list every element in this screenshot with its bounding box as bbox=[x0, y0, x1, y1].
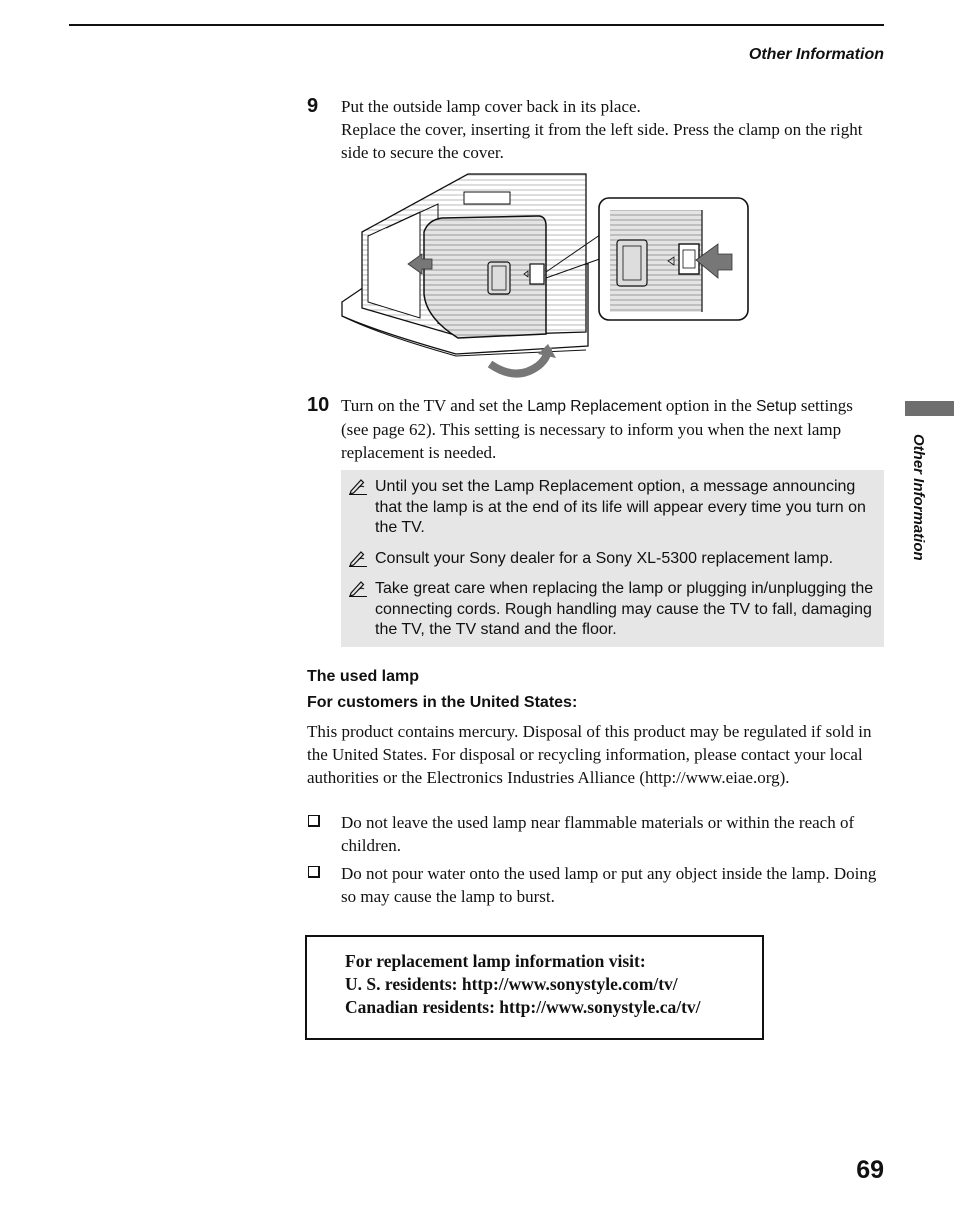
step-10-text-a: Turn on the TV and set the bbox=[341, 396, 528, 415]
note-pencil-icon bbox=[347, 549, 369, 567]
note-text: Until you set the Lamp Replacement option, a message announcing that the lamp is at the end of its life will appear every time you turn on the TV. bbox=[375, 478, 866, 536]
info-heading: For replacement lamp information visit: bbox=[345, 951, 646, 971]
setup-menu-name: Setup bbox=[756, 398, 797, 415]
canadian-residents-url: Canadian residents: http://www.sonystyle.ca/tv/ bbox=[345, 997, 701, 1017]
side-section-label: Other Information bbox=[910, 434, 927, 561]
notes-box bbox=[341, 470, 884, 647]
note-pencil-icon bbox=[347, 579, 369, 597]
note-text: Consult your Sony dealer for a Sony XL-5300 replacement lamp. bbox=[375, 550, 834, 567]
note-item bbox=[347, 549, 877, 570]
section-tab-marker bbox=[905, 401, 954, 416]
lamp-cover-illustration bbox=[338, 168, 754, 384]
replacement-info-box bbox=[305, 935, 764, 1040]
step-text bbox=[341, 95, 884, 164]
step-9-line-2: Replace the cover, inserting it from the left side. Press the clamp on the right side to secure the cover. bbox=[341, 120, 863, 162]
bullet-text: Do not leave the used lamp near flammable materials or within the reach of children. bbox=[341, 813, 855, 855]
bullet-text: Do not pour water onto the used lamp or put any object inside the lamp. Doing so may cause the lamp to burst. bbox=[341, 864, 877, 906]
us-residents-url: U. S. residents: http://www.sonystyle.com/tv/ bbox=[345, 974, 678, 994]
step-number: 9 bbox=[307, 95, 319, 117]
section-header: Other Information bbox=[748, 46, 884, 63]
list-item bbox=[307, 862, 884, 908]
us-customers-heading: For customers in the United States: bbox=[307, 694, 578, 711]
step-10-text-c: settings (see page 62). This setting is necessary to inform you when the next lamp replacement is needed. bbox=[341, 396, 853, 462]
used-lamp-heading: The used lamp bbox=[307, 668, 420, 685]
checkbox-bullet-icon bbox=[308, 866, 320, 878]
step-9-line-1: Put the outside lamp cover back in its place. bbox=[341, 97, 641, 116]
step-10-text-b: option in the bbox=[661, 396, 757, 415]
note-pencil-icon bbox=[347, 477, 369, 495]
mercury-paragraph: This product contains mercury. Disposal of this product may be regulated if sold in the United States. For disposal or recycling information, please contact your local authorities or the Electronics Industries Alliance (http://www.eiae.org). bbox=[307, 722, 872, 787]
header-rule bbox=[69, 24, 884, 26]
step-number: 10 bbox=[307, 394, 330, 416]
note-item bbox=[347, 579, 877, 641]
lamp-replacement-option-name: Lamp Replacement bbox=[527, 398, 662, 415]
checkbox-bullet-icon bbox=[308, 815, 320, 827]
note-text: Take great care when replacing the lamp or plugging in/unplugging the connecting cords. Rough handling may cause the TV to fall, damaging the TV, the TV stand and the floor. bbox=[375, 580, 874, 638]
page-number: 69 bbox=[856, 1156, 884, 1184]
step-9 bbox=[307, 95, 884, 164]
step-text bbox=[341, 394, 884, 464]
list-item bbox=[307, 811, 884, 857]
step-10 bbox=[307, 394, 884, 464]
note-item bbox=[347, 477, 877, 539]
